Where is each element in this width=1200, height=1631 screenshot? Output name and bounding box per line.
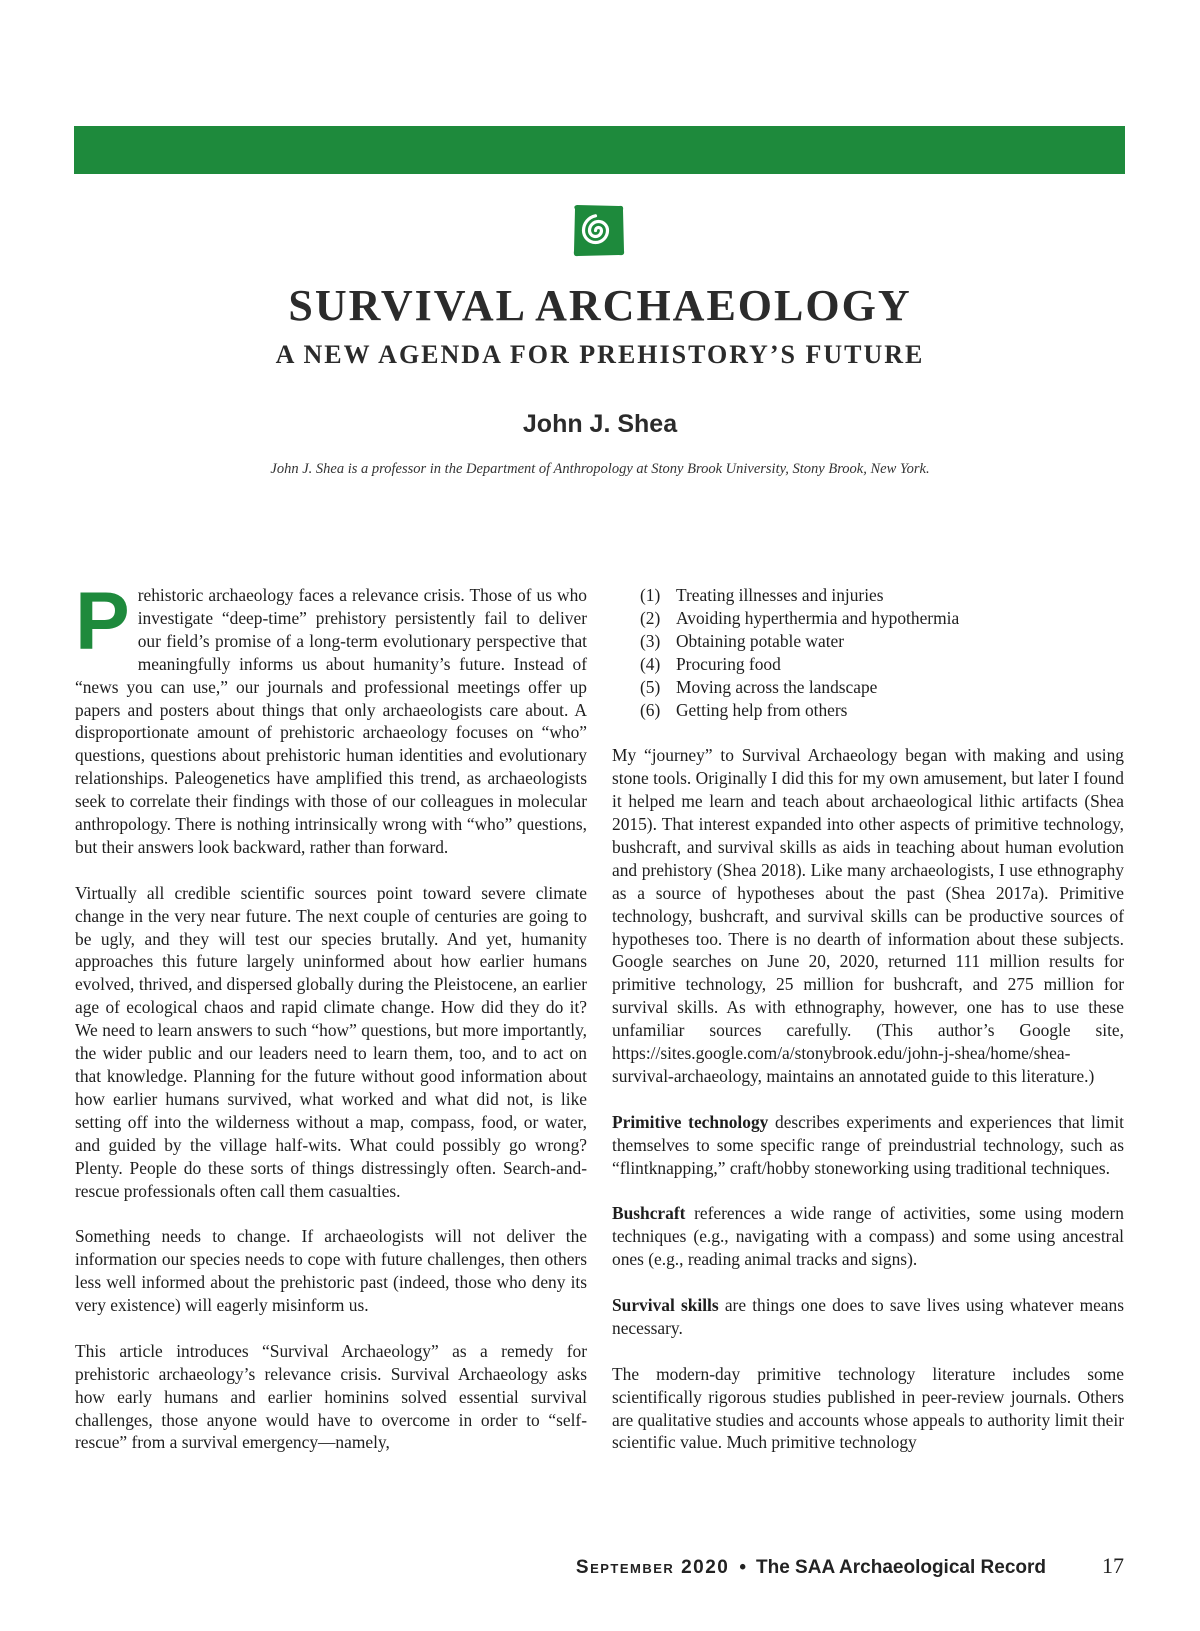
list-item: (6) Getting help from others [640, 699, 848, 720]
paragraph: My “journey” to Survival Archaeology began with making and using stone tools. Originally I did this for my own amusement, but later I found it helped me learn and teach about archaeological lithic artifacts (Shea 2015). That interest expanded into other aspects of primitive technology, bushcraft, and survival skills as aids in teaching about human evolution and prehistory (Shea 2018). Like many archaeologists, I use ethnography as a source of hypotheses about the past (Shea 2017a). Primitive technology, bushcraft, and survival skills can be productive sources of hypotheses too. There is no dearth of information about these subjects. Google searches on June 20, 2020, returned 111 million results for primitive technology, 25 million for bushcraft, and 275 million for survival skills. As with ethnography, however, one has to use these unfamiliar sources carefully. (This author’s Google site, https://sites.google.com/a/stonybrook.edu/john-j-shea/home/shea-survival-archaeology, maintains an annotated guide to this literature.) [612, 745, 1124, 1087]
list-item: (5) Moving across the landscape [640, 676, 878, 697]
author-name: John J. Shea [522, 410, 678, 438]
author-affiliation: John J. Shea is a professor in the Department of Anthropology at Stony Brook University, Stony Brook, New York. [270, 461, 930, 477]
footer-journal-name: The SAA Archaeological Record [756, 1557, 1046, 1578]
page-footer [576, 1553, 1124, 1579]
list-item: (3) Obtaining potable water [640, 630, 845, 651]
paragraph: This article introduces “Survival Archaeology” as a remedy for prehistoric archaeology’s relevance crisis. Survival Archaeology asks how early humans and earlier hominins solved essential survival challenges, those anyone would have to overcome in order to “self-rescue” from a survival emergency—namely, [75, 1340, 587, 1453]
paragraph: Survival skills are things one does to save lives using whatever means necessary. [612, 1295, 1124, 1338]
drop-cap: P [75, 576, 130, 667]
footer-issue-date: September 2020 [575, 1557, 730, 1578]
article-subtitle: A NEW AGENDA FOR PREHISTORY’S FUTURE [275, 340, 925, 369]
paragraph: Primitive technology describes experiments and experiences that limit themselves to some specific range of preindustrial technology, such as “flintknapping,” craft/hobby stoneworking using traditional techniques. [612, 1111, 1124, 1178]
spiral-icon [571, 203, 626, 258]
paragraph: The modern-day primitive technology literature includes some scientifically rigorous studies published in peer-review journals. Others are qualitative studies and accounts whose appeals to authority limit their scientific value. Much primitive technology [612, 1363, 1124, 1453]
right-column [612, 584, 1124, 1477]
page-number: 17 [1102, 1553, 1124, 1578]
paragraph: Virtually all credible scientific sources point toward severe climate change in the very near future. The next couple of centuries are going to be ugly, and they will test our species brutally. And yet, humanity approaches this future largely uninformed about how earlier humans evolved, thrived, and dispersed globally during the Pleistocene, an earlier age of ecological chaos and rapid climate change. How did they do it? We need to learn answers to such “how” questions, but more importantly, the wider public and our leaders need to learn them, too, and to act on that knowledge. Planning for the future without good information about how earlier humans survived, what worked and what did not, is like setting off into the wilderness without a map, compass, food, or water, and guided by the village half-wits. What could possibly go wrong? Plenty. People do these sorts of things distressingly often. Search-and-rescue professionals often call them casualties. [75, 882, 587, 1201]
list-item: (2) Avoiding hyperthermia and hypothermia [640, 607, 960, 628]
footer-bullet: • [739, 1557, 746, 1578]
paragraph [75, 576, 587, 859]
paragraph-text: rehistoric archaeology faces a relevance crisis. Those of us who investigate “deep-time” prehistory persistently fail to deliver our field’s promise of a long-term evolutionary perspective that meaningfully informs us about humanity’s future. Instead of “news you can use,” our journals and professional meetings offer up papers and posters about things that only archaeologists care about. A disproportionate amount of prehistoric archaeology focuses on “who” questions, questions about prehistoric human identities and evolutionary relationships. Paleogenetics have amplified this trend, as archaeologists seek to correlate their findings with those of our colleagues in molecular anthropology. There is nothing intrinsically wrong with “who” questions, but their answers look backward, rather than forward. [75, 585, 587, 857]
paragraph: Bushcraft references a wide range of activities, some using modern techniques (e.g., navigating with a compass) and some using ancestral ones (e.g., reading animal tracks and signs). [612, 1203, 1124, 1270]
article-title: SURVIVAL ARCHAEOLOGY [288, 281, 912, 330]
term-bushcraft: Bushcraft [612, 1203, 686, 1224]
list-item: (1) Treating illnesses and injuries [640, 585, 884, 605]
paragraph: Something needs to change. If archaeologists will not deliver the information our species needs to cope with future challenges, then others less well informed about the prehistoric past (indeed, those who deny its very existence) will eagerly misinform us. [75, 1226, 587, 1316]
term-survival-skills: Survival skills [612, 1295, 719, 1316]
term-primitive-technology: Primitive technology [612, 1111, 769, 1132]
survival-challenges-list [640, 584, 1124, 721]
list-item: (4) Procuring food [640, 653, 781, 674]
left-column [75, 576, 587, 1477]
header-banner [74, 126, 1125, 174]
